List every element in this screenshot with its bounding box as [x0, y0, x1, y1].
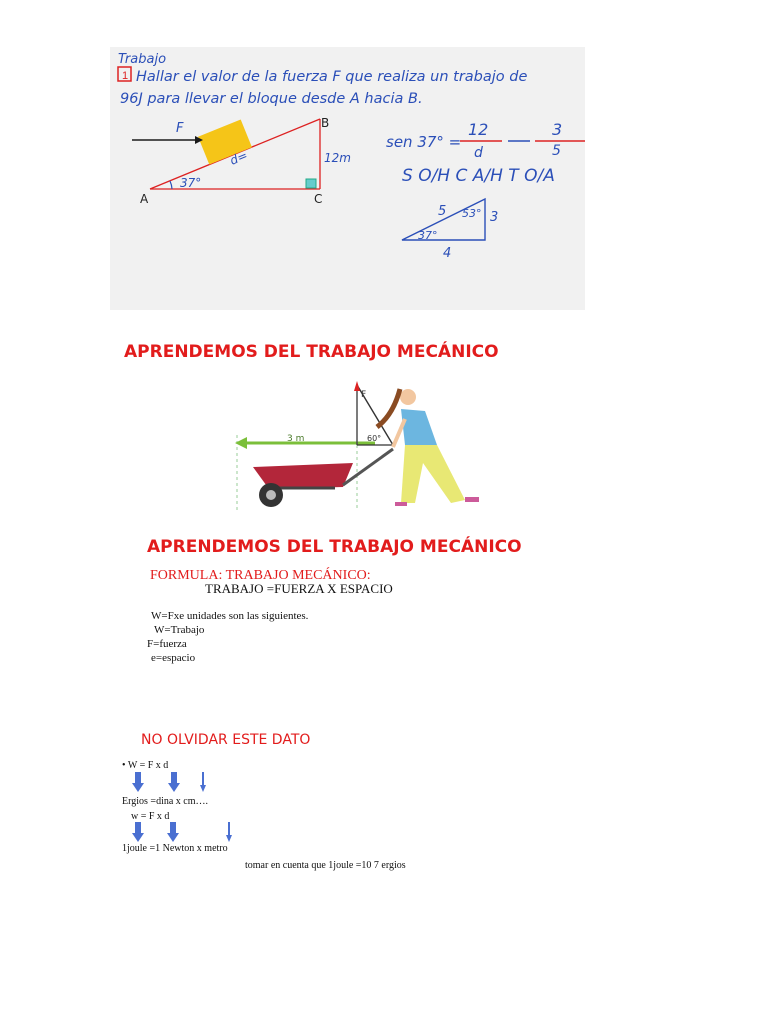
section1-heading: APRENDEMOS DEL TRABAJO MECÁNICO [124, 342, 499, 362]
vertex-b: B [321, 116, 330, 130]
tri-opp: 3 [490, 210, 499, 225]
tri-angle-53: 53° [462, 207, 482, 220]
frac1-den: d [474, 145, 483, 161]
down-arrow-icon [200, 772, 206, 792]
problem-line-1: Hallar el valor de la fuerza F que realiza un trabajo de [136, 69, 528, 85]
girl-shoe-2 [395, 502, 407, 506]
wheelbarrow-scene [225, 375, 500, 515]
down-arrow-icon [132, 772, 144, 792]
vertex-c: C [314, 192, 323, 206]
down-arrow-icon [167, 822, 179, 842]
frac1-num: 12 [468, 120, 489, 139]
formula-line: TRABAJO =FUERZA X ESPACIO [205, 581, 393, 596]
row2-formula: w = F x d [131, 811, 170, 822]
board-title: Trabajo [118, 52, 167, 67]
units-line: W=Fxe unidades son las siguientes. [151, 610, 309, 622]
wheel-hub [266, 490, 276, 500]
force-arrow-head [354, 381, 360, 391]
formula-title: FORMULA: TRABAJO MECÁNICO: [150, 568, 371, 583]
girl-pants [401, 445, 465, 503]
ergios-line: Ergios =dina x cm…. [122, 796, 209, 807]
section2-heading: APRENDEMOS DEL TRABAJO MECÁNICO [147, 537, 522, 557]
def-e: e=espacio [151, 652, 196, 664]
force-label: F [176, 121, 184, 136]
hypotenuse-label: d= [227, 148, 250, 168]
vertex-a: A [140, 192, 149, 206]
problem-number: 1 [122, 70, 129, 82]
girl-arm [393, 419, 405, 447]
note-line: tomar en cuenta que 1joule =10 7 ergios [245, 860, 406, 871]
angle-label: 37° [180, 176, 202, 190]
girl-shoe [465, 497, 479, 502]
force-label: F [361, 390, 367, 400]
tri-angle-37: 37° [418, 229, 438, 242]
joule-line: 1joule =1 Newton x metro [122, 843, 228, 854]
wheelbarrow-illustration [225, 375, 500, 515]
frac2-den: 5 [552, 143, 561, 159]
tri-hyp: 5 [438, 204, 447, 219]
girl-shirt [401, 409, 437, 445]
def-w: W=Trabajo [154, 624, 205, 636]
girl-hair [377, 389, 400, 427]
angle-label: 60° [367, 434, 382, 443]
note-heading: NO OLVIDAR ESTE DATO [141, 732, 311, 748]
mnemonic: S O/H C A/H T O/A [402, 166, 555, 186]
down-arrow-icon [168, 772, 180, 792]
girl-head [400, 389, 416, 405]
problem-line-2: 96J para llevar el bloque desde A hacia B. [120, 91, 423, 107]
whiteboard-drawing [110, 47, 585, 310]
row1-formula: • W = F x d [122, 760, 169, 771]
distance-label: 3 m [287, 434, 305, 444]
def-f: F=fuerza [147, 638, 187, 650]
frac2-num: 3 [552, 120, 563, 139]
right-angle-mark [306, 179, 316, 188]
sen-label: sen 37° = [386, 133, 462, 151]
angle-arc [170, 181, 172, 189]
height-label: 12m [324, 151, 351, 165]
down-arrow-icon [226, 822, 232, 842]
down-arrow-icon [132, 822, 144, 842]
whiteboard-photo [110, 47, 585, 310]
tri-adj: 4 [443, 246, 452, 261]
